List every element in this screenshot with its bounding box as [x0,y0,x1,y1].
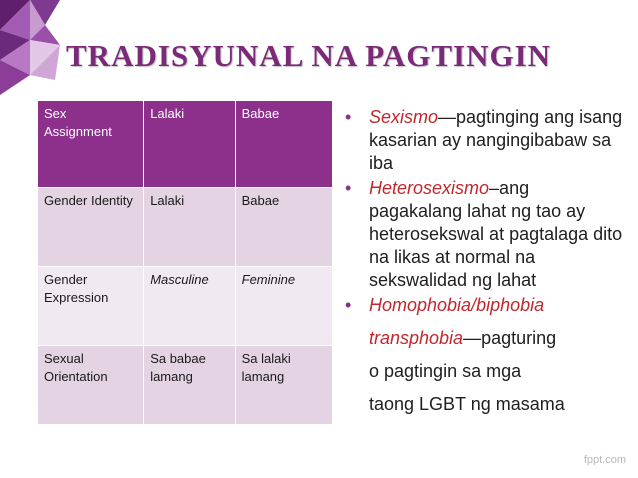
table-header-cell: Babae [235,101,332,188]
table-header-row [38,101,333,188]
table-row [38,188,333,267]
table-cell: Sa babae lamang [144,346,235,425]
continuation-term: transphobia [369,328,464,348]
continuation-line: taong LGBT ng masama [369,394,565,414]
table-cell: Masculine [144,267,235,346]
bullet-dot-icon: • [345,107,352,127]
table-cell: Sa lalaki lamang [235,346,332,425]
continuation-line: o pagtingin sa mga [369,361,522,381]
bullet-item [341,294,626,317]
table-cell: Lalaki [144,188,235,267]
bullet-term: Sexismo [369,107,439,127]
slide-title: TRADISYUNAL NA PAGTINGIN [66,38,552,73]
table-cell: Gender Identity [38,188,144,267]
bullet-item [341,106,626,175]
definitions-list [341,106,626,416]
bullet-term: Homophobia/biphobia [369,295,545,315]
table-header-cell: Sex Assignment [38,101,144,188]
tradition-table [37,100,333,425]
table-row [38,346,333,425]
table-row [38,267,333,346]
bullet-dot-icon: • [345,178,352,198]
table-cell: Feminine [235,267,332,346]
bullet-text: —pagtinging ang isang kasarian ay nangingibabaw sa iba [369,107,623,173]
bullet-item [341,177,626,292]
footer-watermark: fppt.com [583,454,626,466]
table-cell: Sexual Orientation [38,346,144,425]
bullet-term: Heterosexismo [369,178,490,198]
continuation-text: —pagturing [463,328,557,348]
continuation-line [341,327,626,350]
bullet-text: –ang pagakalang lahat ng tao ay heterosekswal at pagtalaga dito na likas at normal na sekswalidad ng lahat [369,178,623,290]
bullet-dot-icon: • [345,295,352,315]
corner-triangles-decoration [0,0,70,100]
table-header-cell: Lalaki [144,101,235,188]
table-cell: Gender Expression [38,267,144,346]
table-cell: Babae [235,188,332,267]
